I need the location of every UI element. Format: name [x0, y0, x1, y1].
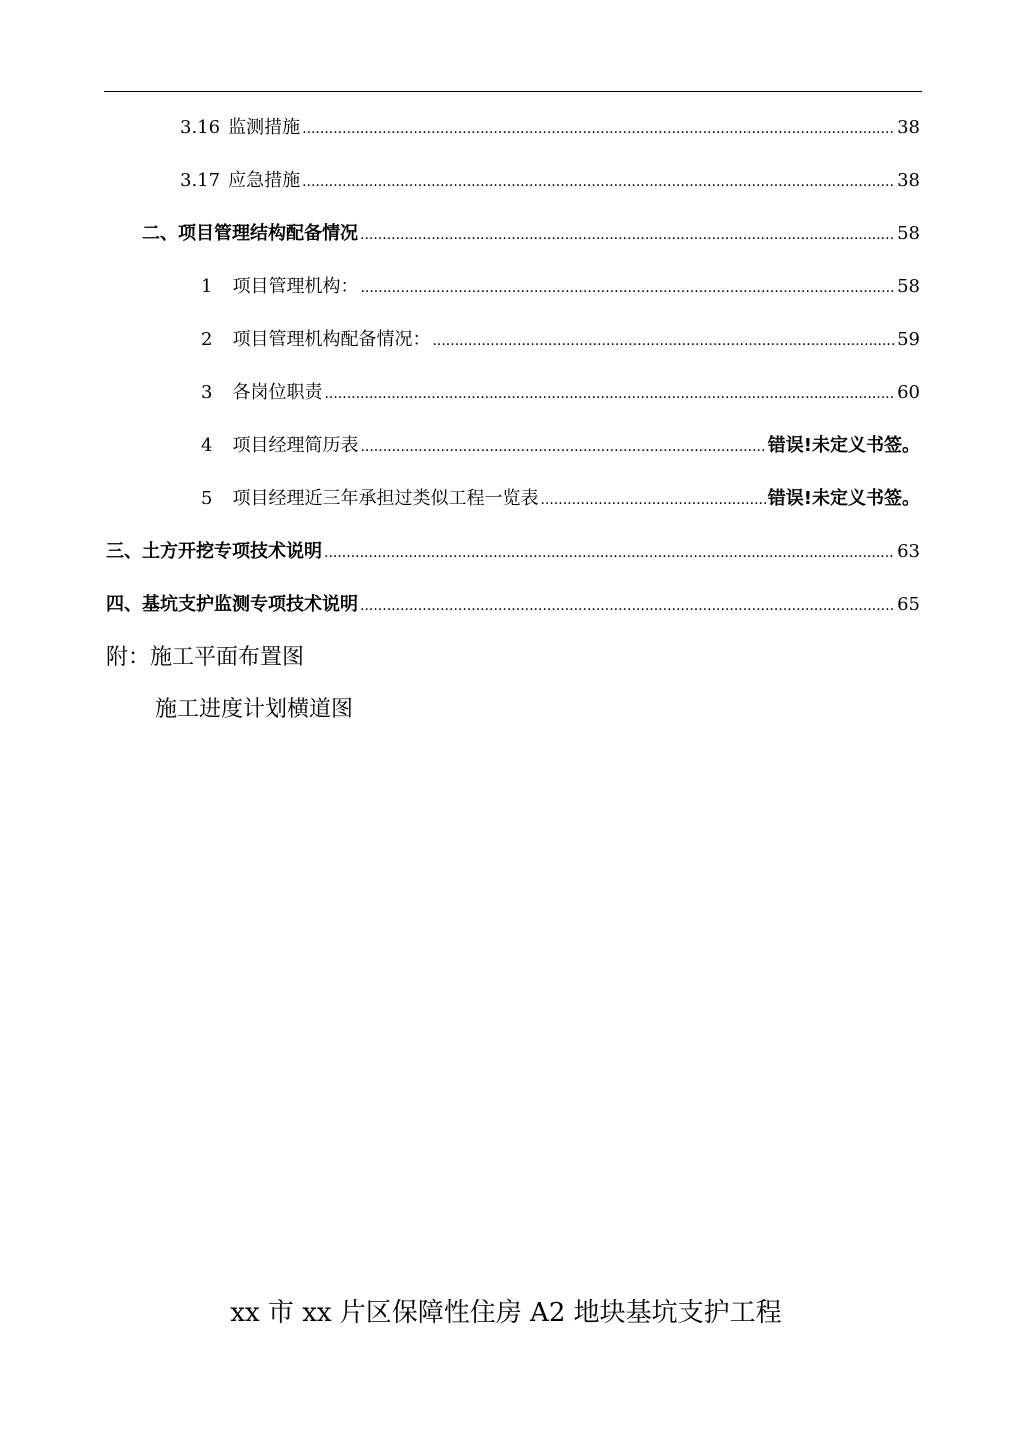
toc-entry-title: 应急措施 — [228, 170, 301, 191]
toc-entry-page: 38 — [897, 117, 920, 138]
toc-leader — [302, 174, 895, 190]
toc-leader — [324, 545, 895, 561]
toc-leader — [360, 598, 895, 614]
toc-entry-title: 项目经理近三年承担过类似工程一览表 — [232, 488, 539, 509]
toc-entry-page: 63 — [897, 541, 920, 562]
toc-entry-number: 3.16 — [180, 117, 221, 138]
toc-entry-title: 各岗位职责 — [232, 382, 323, 403]
header-rule — [104, 91, 922, 92]
toc-entry[interactable] — [201, 378, 920, 404]
toc-leader — [324, 386, 895, 402]
appendix-label: 附：施工平面布置图 — [106, 645, 305, 670]
toc-entry[interactable] — [180, 166, 920, 192]
toc-entry-title: 三、土方开挖专项技术说明 — [106, 541, 322, 562]
toc-entry[interactable] — [201, 272, 920, 298]
toc-entry-page: 60 — [897, 382, 920, 403]
toc-entry[interactable] — [201, 431, 920, 457]
toc-entry-number: 4 — [201, 435, 213, 456]
toc-entry-number: 3 — [201, 382, 213, 403]
toc-entry-title: 二、项目管理结构配备情况 — [142, 223, 358, 244]
toc-entry-title: 监测措施 — [228, 117, 301, 138]
appendix-item: 施工进度计划横道图 — [155, 697, 354, 722]
page-footer: xx 市 xx 片区保障性住房 A2 地块基坑支护工程 — [230, 1298, 782, 1328]
toc-entry-section[interactable] — [106, 590, 920, 616]
toc-entry-page: 38 — [897, 170, 920, 191]
toc-entry-page: 58 — [897, 276, 920, 297]
toc-entry[interactable] — [201, 484, 920, 510]
toc-entry-title: 项目管理机构配备情况： — [232, 329, 431, 350]
toc-entry-title: 项目管理机构： — [232, 276, 359, 297]
toc-leader — [540, 492, 765, 508]
toc-entry-page: 59 — [897, 329, 920, 350]
toc-leader — [360, 439, 765, 455]
toc-entry-number: 2 — [201, 329, 213, 350]
toc-entry-page-error: 错误!未定义书签。 — [767, 488, 920, 509]
toc-entry-title: 四、基坑支护监测专项技术说明 — [106, 594, 358, 615]
toc-entry[interactable] — [201, 325, 920, 351]
toc-entry-section[interactable] — [142, 219, 920, 245]
toc-entry-page: 58 — [897, 223, 920, 244]
toc-leader — [360, 280, 895, 296]
toc-entry[interactable] — [180, 113, 920, 139]
toc-leader — [432, 333, 895, 349]
toc-entry-title: 项目经理简历表 — [232, 435, 359, 456]
toc-entry-number: 1 — [201, 276, 213, 297]
toc-leader — [360, 227, 895, 243]
toc-entry-page: 65 — [897, 594, 920, 615]
toc-leader — [302, 121, 895, 137]
toc-entry-page-error: 错误!未定义书签。 — [767, 435, 920, 456]
toc-entry-number: 3.17 — [180, 170, 221, 191]
toc-entry-number: 5 — [201, 488, 213, 509]
toc-entry-section[interactable] — [106, 537, 920, 563]
